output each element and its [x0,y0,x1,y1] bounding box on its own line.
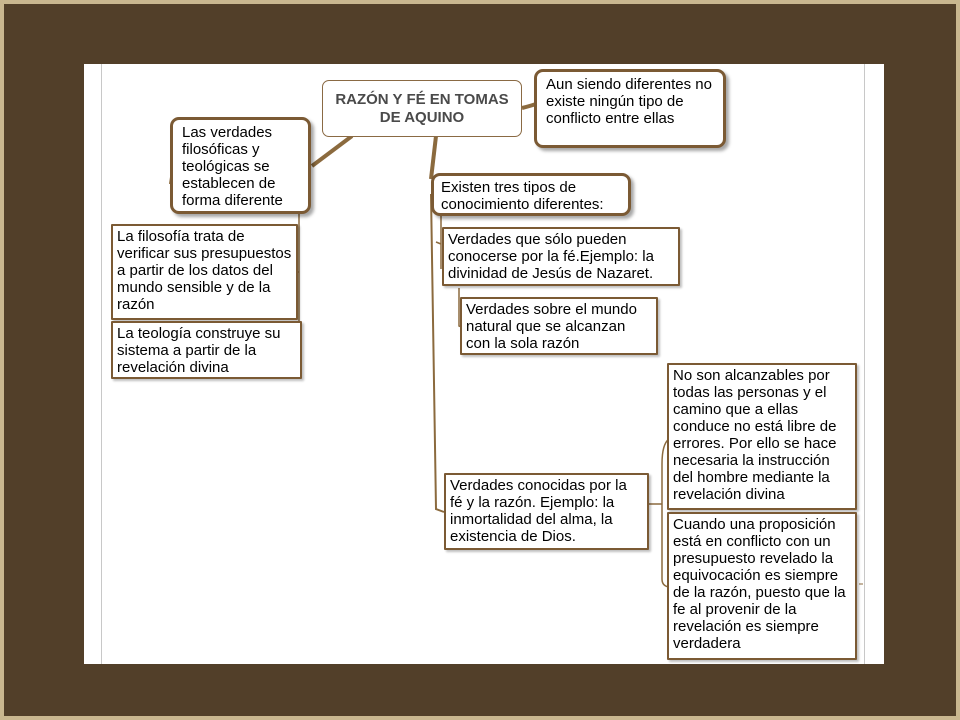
node-mundo-natural: Verdades sobre el mundo natural que se alcanzan con la sola razón [460,297,658,355]
slide-canvas [84,64,884,664]
node-no-conflicto: Aun siendo diferentes no existe ningún tipo de conflicto entre ellas [534,69,726,148]
node-proposicion: Cuando una proposición está en conflicto con un presupuesto revelado la equivocación es siempre de la razón, puesto que la fe al provenir de la revelación es siempre verdadera [667,512,857,660]
connector-tres-children [436,214,441,269]
node-teologia: La teología construye su sistema a partir de la revelación divina [111,321,302,379]
node-verdades-forma: Las verdades filosóficas y teológicas se establecen de forma diferente [170,117,311,214]
node-solo-fe: Verdades que sólo pueden conocerse por la fé.Ejemplo: la divinidad de Jesús de Nazaret. [442,227,680,286]
node-filosofia: La filosofía trata de verificar sus presupuestos a partir de los datos del mundo sensible y de la razón [111,224,298,320]
node-fe-y-razon: Verdades conocidas por la fé y la razón. Ejemplo: la inmortalidad del alma, la existencia de Dios. [444,473,649,550]
node-no-alcanzables: No son alcanzables por todas las personas y el camino que a ellas conduce no está libre de errores. Por ello se hace necesaria la instrucción del hombre mediante la revelación divina [667,363,857,510]
root-node: RAZÓN Y FÉ EN TOMAS DE AQUINO [322,80,522,137]
connector-root-tres-tipos [431,136,436,179]
connector-root-verdades-forma [312,136,352,166]
node-tres-tipos: Existen tres tipos de conocimiento diferentes: [431,173,631,216]
connector-fe-razon-children [649,439,669,587]
